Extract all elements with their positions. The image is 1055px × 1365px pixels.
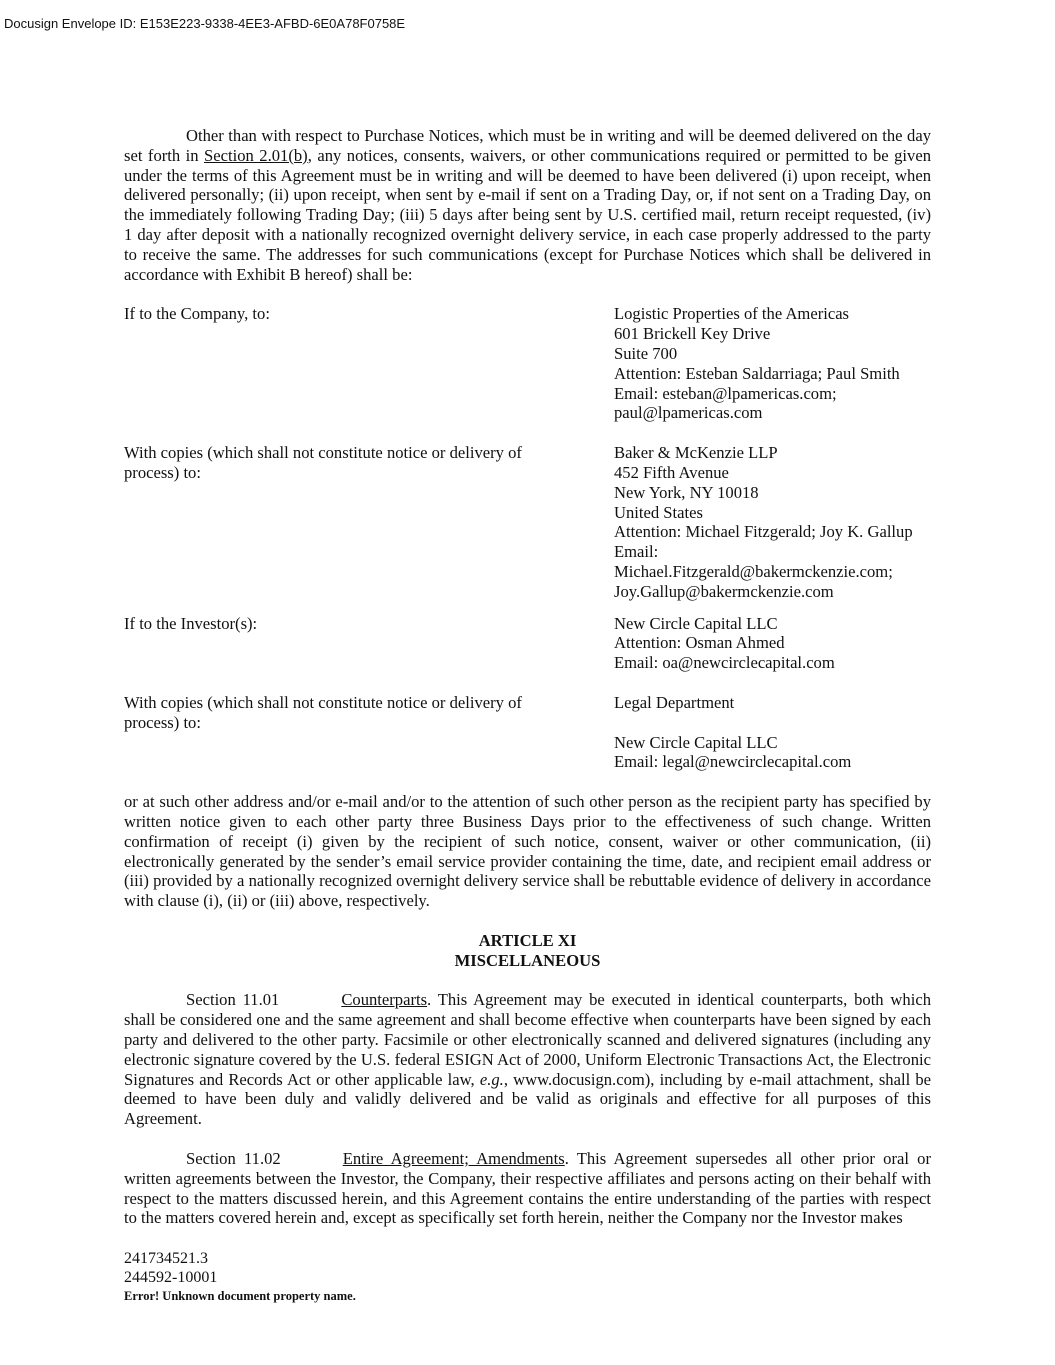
section-number: Section 11.02 [186,1149,281,1169]
section-title: Counterparts [341,990,428,1010]
address-line: New York, NY 10018 [614,482,759,502]
address-line: Suite 700 [614,343,678,363]
address-line: Baker & McKenzie LLP [614,443,778,463]
document-body [124,126,931,1228]
section-number: Section 11.01 [186,990,280,1010]
address-label: If to the Company, to: [124,304,270,324]
address-line: New Circle Capital LLC [614,732,778,752]
address-line: Attention: Osman Ahmed [614,633,785,653]
article-heading [124,931,931,971]
address-line: Email: esteban@lpamericas.com; [614,383,837,403]
address-line: Email: [614,542,659,562]
address-line: 601 Brickell Key Drive [614,324,771,344]
address-block-investor [124,614,931,673]
address-block-company [124,304,931,423]
section-reference: Section 2.01(b) [204,145,308,165]
page-footer [124,1250,356,1306]
address-label: With copies (which shall not constitute notice or delivery of process) to: [124,443,522,482]
closing-paragraph: or at such other address and/or e-mail and/or to the attention of such other person as the recipient party has specified by written notice given to each other party three Business Days prior to the effectiveness of such change. Written confirmation of receipt (i) given by the recipient of such notice, consent, waiver or other communication, (ii) electronically generated by the sender’s email service provider containing the time, date, and recipient email address or (iii) provided by a nationally recognized overnight delivery service shall be rebuttable evidence of delivery in accordance with clause (i), (ii) or (iii) above, respectively. [124,792,931,911]
address-line: New Circle Capital LLC [614,613,778,633]
address-line: Email: oa@newcirclecapital.com [614,653,835,673]
address-line: Email: legal@newcirclecapital.com [614,752,852,772]
section-11-01 [124,990,931,1129]
address-label: With copies (which shall not constitute notice or delivery of process) to: [124,692,522,732]
section-title: Entire Agreement; Amendments [342,1149,565,1169]
address-line: United States [614,502,703,522]
intro-text-1: Other than with respect to Purchase Notices, which must be in writing and will be deemed delivered on the day set forth in [124,126,931,165]
intro-text-2: , any notices, consents, waivers, or other communications required or permitted to be given under the terms of this Agreement must be in writing and will be deemed to have been delivered (i) upon receipt, when delivered personally; (ii) upon receipt, when sent by e-mail if sent on a Trading Day, or, if not sent on a Trading Day, on the immediately following Trading Day; (iii) 5 days after being sent by U.S. certified mail, return receipt requested, (iv) 1 day after deposit with a nationally recognized overnight delivery service, in each case properly addressed to the party to receive the same. The addresses for such communications (except for Purchase Notices which shall be delivered in accordance with Exhibit B hereof) shall be: [124,145,932,284]
address-line: Joy.Gallup@bakermckenzie.com [614,581,834,601]
address-line: 452 Fifth Avenue [614,462,729,482]
footer-doc-number: 241734521.3 [124,1250,208,1267]
section-text: . This Agreement supersedes all other prior oral or written agreements between the Investor, the Company, their respective affiliates and persons acting on their behalf with respect to the matters discussed herein, and this Agreement contains the entire understanding of the parties with respect to the matters covered herein and, except as specifically set forth herein, neither the Company nor the Investor makes [124,1149,932,1228]
envelope-id: Docusign Envelope ID: E153E223-9338-4EE3-AFBD-6E0A78F0758E [4,16,406,31]
article-number: ARTICLE XI [478,930,577,950]
footer-error-text: Error! Unknown document property name. [124,1289,356,1303]
address-line: Attention: Michael Fitzgerald; Joy K. Gallup [614,522,913,542]
intro-paragraph [124,126,931,284]
address-line: Legal Department [614,692,735,712]
article-title: MISCELLANEOUS [454,950,601,970]
section-11-02 [124,1149,931,1228]
address-line [614,713,931,733]
address-line: Attention: Esteban Saldarriaga; Paul Smith [614,363,900,383]
address-line: Michael.Fitzgerald@bakermckenzie.com; [614,561,893,581]
section-text-italic: e.g. [479,1069,504,1089]
address-label: If to the Investor(s): [124,613,258,633]
address-block-company-copies [124,443,931,601]
address-line: Logistic Properties of the Americas [614,304,850,324]
address-block-investor-copies [124,693,931,772]
section-text: . This Agreement may be executed in identical counterparts, both which shall be considered one and the same agreement and shall become effective when counterparts have been signed by each party and delivered to the other party. Facsimile or other electronically scanned and delivered signatures (including any electronic signature covered by the U.S. federal ESIGN Act of 2000, Uniform Electronic Transactions Act, the Electronic Signatures and Records Act or other applicable law, [124,990,931,1089]
section-text: , www.docusign.com), including by e-mail attachment, shall be deemed to have been duly and validly delivered and be valid as originals and effective for all purposes of this Agreement. [124,1069,932,1129]
footer-matter-number: 244592-10001 [124,1268,218,1286]
address-line: paul@lpamericas.com [614,403,763,423]
